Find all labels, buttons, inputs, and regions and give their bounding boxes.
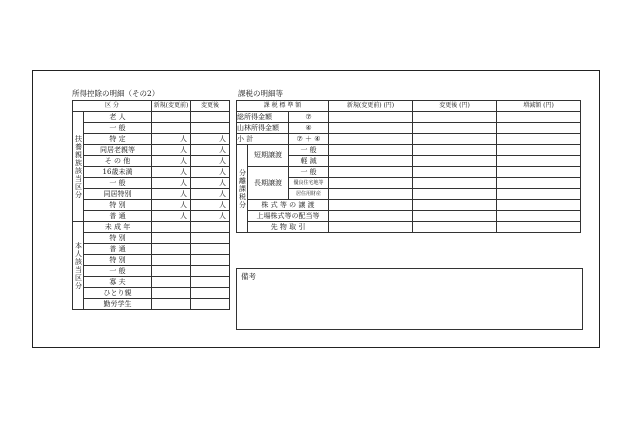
header-after: 変更後 [191,101,230,112]
row-sublabel: 優良住宅地等 [289,178,329,189]
header-new: 新規(変更前) (円) [329,101,413,112]
unit[interactable]: 人 [152,134,191,145]
unit[interactable]: 人 [191,134,230,145]
row-label: 先 物 取 引 [248,222,329,233]
memo-box[interactable] [236,268,583,330]
row-label: 株 式 等 の 譲 渡 [248,200,329,211]
row-label: 未 成 年 [84,222,152,233]
row-label: 老 人 [84,112,152,123]
row-marker: ④ [289,123,329,134]
unit[interactable]: 人 [191,189,230,200]
unit[interactable]: 人 [152,156,191,167]
row-marker: ⑦ ＋ ④ [289,134,329,145]
row-label: 上場株式等の配当等 [248,211,329,222]
unit[interactable]: 人 [152,178,191,189]
unit[interactable]: 人 [191,167,230,178]
row-label: 一 般 [84,178,152,189]
row-sublabel: 一 般 [289,167,329,178]
row-label: 特 別 [84,233,152,244]
right-section-title: 課税の明細等 [238,89,283,98]
row-label: 短期譲渡 [248,145,289,167]
row-label: 寡 夫 [84,277,152,288]
group-fuyou: 扶養親族該当区分 [73,112,84,222]
header-after: 変更後 (円) [413,101,497,112]
row-label: 16歳未満 [84,167,152,178]
row-label: 普 通 [84,211,152,222]
unit[interactable]: 人 [152,145,191,156]
left-section-title: 所得控除の明細（その2） [72,89,160,98]
row-label: 特 別 [84,200,152,211]
row-sublabel: 一 般 [289,145,329,156]
unit[interactable]: 人 [191,178,230,189]
unit[interactable]: 人 [191,211,230,222]
unit[interactable]: 人 [152,211,191,222]
row-label: 同居特別 [84,189,152,200]
row-label: 特 定 [84,134,152,145]
group-bunri: 分離課税分 [237,145,248,233]
group-honnin: 本人該当区分 [73,222,84,310]
header-diff: 増減額 (円) [497,101,581,112]
unit[interactable]: 人 [191,200,230,211]
row-sublabel: 軽 減 [289,156,329,167]
row-label: ひとり親 [84,288,152,299]
row-label: 勤労学生 [84,299,152,310]
header-kubun: 課 税 標 準 額 [237,101,329,112]
unit[interactable]: 人 [152,189,191,200]
header-new: 新規(変更前) [152,101,191,112]
tax-table [236,100,581,233]
row-label: 一 般 [84,266,152,277]
unit[interactable]: 人 [152,167,191,178]
row-label: 特 別 [84,255,152,266]
row-label: 小 計 [237,134,289,145]
row-label: 一 般 [84,123,152,134]
row-label: そ の 他 [84,156,152,167]
row-label: 総所得金額 [237,112,289,123]
row-label: 長期譲渡 [248,167,289,200]
unit[interactable]: 人 [152,200,191,211]
row-label: 山林所得金額 [237,123,289,134]
header-kubun: 区 分 [73,101,152,112]
row-label: 同居老親等 [84,145,152,156]
row-marker: ⑦ [289,112,329,123]
memo-label: 備考 [241,272,256,281]
unit[interactable]: 人 [191,145,230,156]
unit[interactable]: 人 [191,156,230,167]
deduction-table [72,100,230,310]
row-label: 普 通 [84,244,152,255]
row-sublabel: 居住用財産 [289,189,329,200]
